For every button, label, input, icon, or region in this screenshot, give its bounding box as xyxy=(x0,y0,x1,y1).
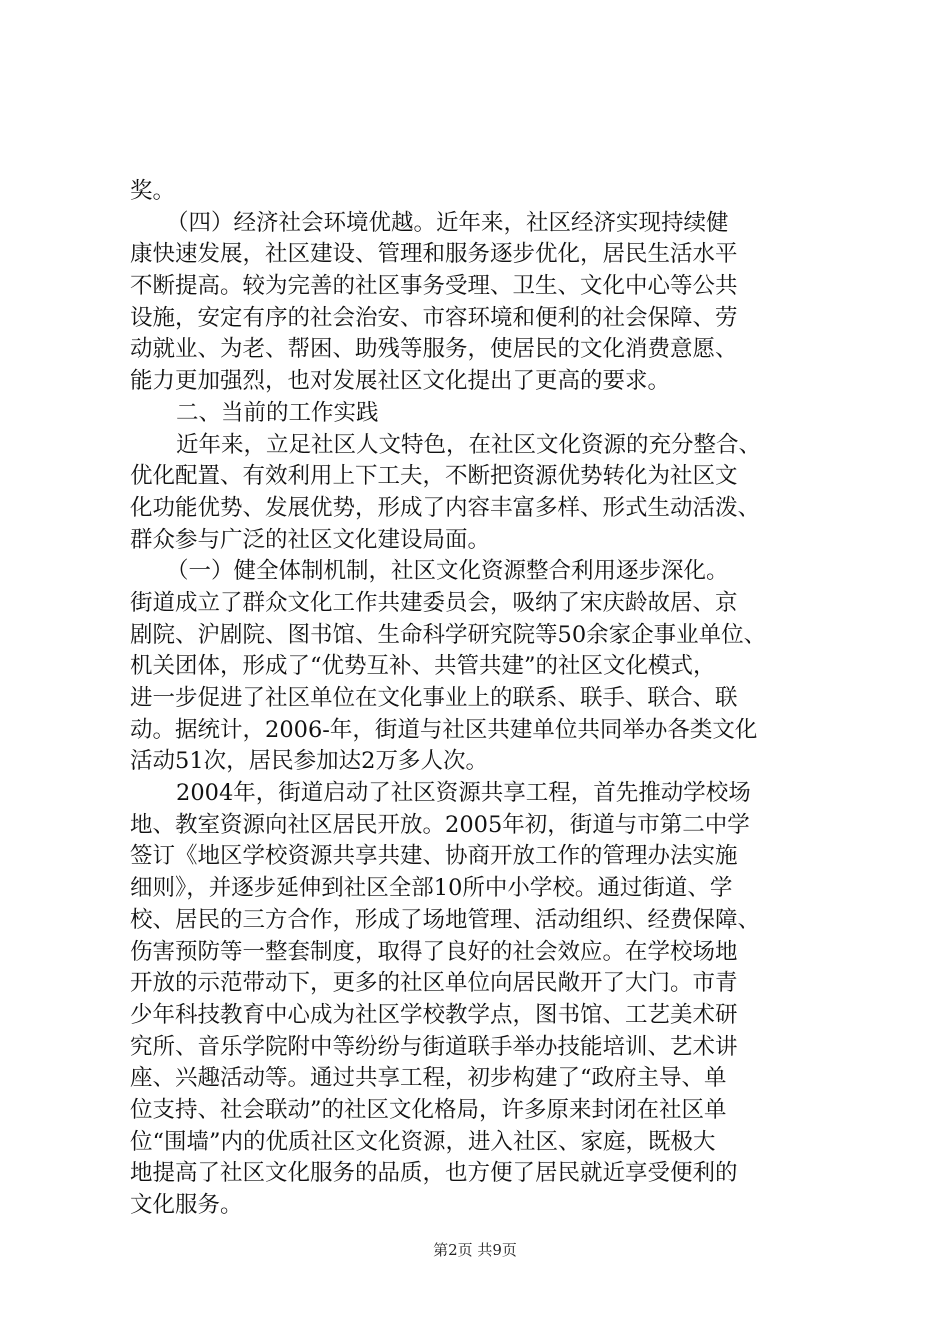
text-line: 文化服务。 xyxy=(130,1192,243,1218)
text-line: 校、居民的三方合作，形成了场地管理、活动组织、经费保障、 xyxy=(130,906,761,933)
page-footer: 第2页 共9页 xyxy=(433,1241,517,1259)
text-line: 座、兴趣活动等。通过共享工程，初步构建了“政府主导、单 xyxy=(130,1065,727,1092)
text-line: 动。据统计，2006-年，街道与社区共建单位共同举办各类文化 xyxy=(130,716,758,743)
document-body xyxy=(130,176,830,1222)
text-line: 地提高了社区文化服务的品质，也方便了居民就近享受便利的 xyxy=(130,1160,738,1187)
text-line: 剧院、沪剧院、图书馆、生命科学研究院等50余家企事业单位、 xyxy=(130,621,767,648)
text-line: 2004年，街道启动了社区资源共享工程，首先推动学校场 xyxy=(176,780,751,807)
text-line: 群众参与广泛的社区文化建设局面。 xyxy=(130,526,491,553)
text-line: 进一步促进了社区单位在文化事业上的联系、联手、联合、联 xyxy=(130,685,738,711)
text-line: 少年科技教育中心成为社区学校教学点，图书馆、工艺美术研 xyxy=(130,1001,738,1028)
text-line: （一）健全体制机制，社区文化资源整合利用逐步深化。 xyxy=(166,558,729,585)
text-line: 能力更加强烈，也对发展社区文化提出了更高的要求。 xyxy=(130,368,671,395)
text-line: 街道成立了群众文化工作共建委员会，吸纳了宋庆龄故居、京 xyxy=(130,589,738,616)
text-line: 奖。 xyxy=(130,178,176,204)
text-line: 细则》，并逐步延伸到社区全部10所中小学校。通过街道、学 xyxy=(130,875,733,902)
text-line: 二、当前的工作实践 xyxy=(176,399,379,426)
text-line: （四）经济社会环境优越。近年来，社区经济实现持续健 xyxy=(166,209,729,236)
text-line: 活动51次，居民参加达2万多人次。 xyxy=(130,748,488,775)
text-line: 究所、音乐学院附中等纷纷与街道联手举办技能培训、艺术讲 xyxy=(130,1033,738,1060)
text-line: 开放的示范带动下，更多的社区单位向居民敞开了大门。市青 xyxy=(130,970,738,997)
text-line: 地、教室资源向社区居民开放。2005年初，街道与市第二中学 xyxy=(130,811,750,838)
text-line: 签订《地区学校资源共享共建、协商开放工作的管理办法实施 xyxy=(130,843,738,870)
text-line: 设施，安定有序的社会治安、市容环境和便利的社会保障、劳 xyxy=(130,304,738,331)
text-line: 不断提高。较为完善的社区事务受理、卫生、文化中心等公共 xyxy=(130,273,738,300)
text-line: 动就业、为老、帮困、助残等服务，使居民的文化消费意愿、 xyxy=(130,336,738,363)
text-line: 位支持、社会联动”的社区文化格局，许多原来封闭在社区单 xyxy=(130,1096,727,1123)
text-line: 机关团体，形成了“优势互补、共管共建”的社区文化模式， xyxy=(130,653,716,680)
text-line: 近年来，立足社区人文特色，在社区文化资源的充分整合、 xyxy=(176,431,762,458)
text-line: 伤害预防等一整套制度，取得了良好的社会效应。在学校场地 xyxy=(130,938,738,965)
text-line: 位“围墙”内的优质社区文化资源，进入社区、家庭，既极大 xyxy=(130,1128,716,1155)
text-line: 康快速发展，社区建设、管理和服务逐步优化，居民生活水平 xyxy=(130,241,738,268)
text-line: 优化配置、有效利用上下工夫，不断把资源优势转化为社区文 xyxy=(130,463,738,490)
text-line: 化功能优势、发展优势，形成了内容丰富多样、形式生动活泼、 xyxy=(130,494,761,521)
